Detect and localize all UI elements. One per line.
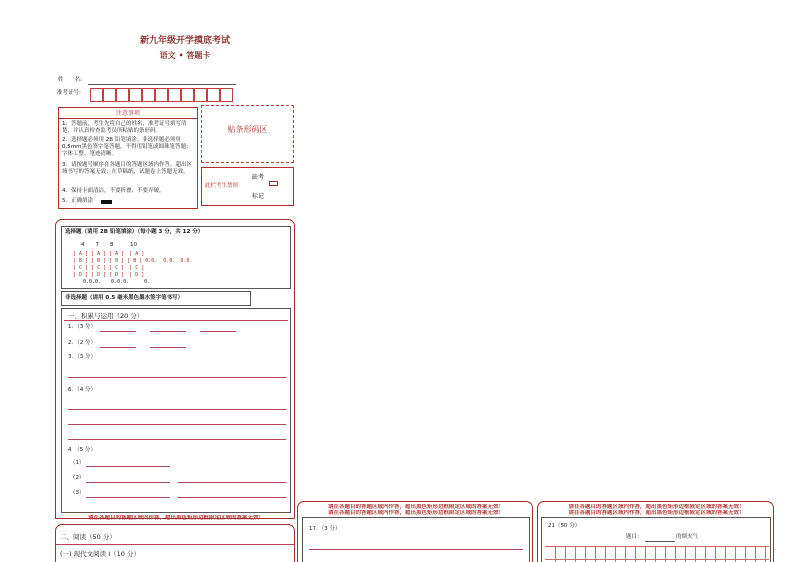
absent-checkbox[interactable] <box>269 181 278 186</box>
q4-sub1-label: （1） <box>70 460 85 466</box>
choice-section <box>61 226 291 289</box>
name-input-line[interactable] <box>88 84 236 85</box>
q1-line-1[interactable] <box>100 331 136 332</box>
notice-box <box>58 107 198 209</box>
notice-item-3: 3．请按题号顺序在各题目的答题区域内作答，超出区域书写的答案无效；在草稿纸、试题卷上答题无效。 <box>62 162 193 175</box>
notice-item-5: 5．正确填涂 <box>62 198 93 204</box>
barcode-label: 贴条形码区 <box>227 125 268 134</box>
nonchoice-title: 非选择题（请用 0.5 毫米黑色墨水签字笔书写） <box>65 295 184 301</box>
q17-box <box>302 517 530 562</box>
essay-topic-input[interactable] <box>645 541 675 542</box>
barcode-area <box>201 105 294 163</box>
essay-label: 21（50 分） <box>548 523 581 529</box>
nonchoice-header <box>61 291 251 306</box>
exam-number-label: 准考证号: <box>57 90 81 96</box>
answer-panel-2 <box>297 501 533 562</box>
filled-mark-example <box>101 200 112 204</box>
absent-mark-box <box>201 167 294 206</box>
q4-sub2-label: （2） <box>70 475 85 481</box>
q3-label: 3．（3 分） <box>68 354 96 360</box>
notice-item-1: 1．答题前，考生先将自己的姓名，准考证号填写清楚，并认真检查监考员所粘贴的条形码。 <box>62 121 187 134</box>
notice-item-4: 4．保持卡面清洁，不要折叠、不要弄破。 <box>62 188 165 194</box>
q4-label: 4 （5 分） <box>68 447 96 453</box>
choice-row-a[interactable]: [ A ] [ A ] [ A ] [ A ] <box>73 251 145 257</box>
panel3-warning-2: 请在各题目的答题区域内作答，超出黑色矩形边框限定区域的答案无效！ <box>568 510 745 516</box>
exam-title: 新九年级开学摸底考试 <box>139 36 230 46</box>
q1-line-2[interactable] <box>150 331 186 332</box>
answer-panel-1b <box>55 524 295 562</box>
choice-title: 选择题（请用 2B 铅笔填涂）（每小题 3 分，共 12 分） <box>65 229 204 235</box>
section1-title: 一、积累与运用（20 分） <box>68 312 144 320</box>
q1-label: 1．（3 分） <box>68 324 96 330</box>
q1-line-3[interactable] <box>200 331 236 332</box>
q6-label: 6．（4 分） <box>68 387 96 393</box>
exam-subtitle: 语文 • 答题卡 <box>159 51 211 60</box>
q4-sub1-line[interactable] <box>86 466 170 467</box>
q4-sub2-line-1[interactable] <box>86 482 170 483</box>
essay-topic-suffix: 的烟火气 <box>676 534 699 540</box>
panel2-warning: 请在各题目的答题区域内作答，超出黑色矩形边框限定区域的答案无效！ <box>327 504 504 510</box>
panel2-warning-2: 请在各题目的答题区域内作答，超出黑色矩形边框限定区域的答案无效！ <box>327 510 504 516</box>
absent-label-bottom: 标记 <box>252 193 265 200</box>
name-label: 姓 名: <box>58 77 82 83</box>
choice-row-e: 0.0.0. 0.0.0. 0. <box>73 279 151 285</box>
q6-line-2[interactable] <box>68 424 286 425</box>
panel1-warning: 请在各题目的答题区域内作答，超出黑色矩形边框限定区域的答案无效！ <box>87 515 264 521</box>
choice-row-c[interactable]: [ C ] [ C ] [ C ] [ C ] <box>73 265 145 271</box>
q2-line-2[interactable] <box>150 347 186 348</box>
q6-line-1[interactable] <box>68 409 286 410</box>
absent-note: 此栏考生禁填 <box>205 183 239 189</box>
panel3-warning: 请在各题目的答题区域内作答，超出黑色矩形边框限定区域的答案无效！ <box>568 504 745 510</box>
q2-label: 2．（2 分） <box>68 340 96 346</box>
choice-question-numbers: 4 7 8 10 <box>81 242 137 248</box>
exam-number-boxes[interactable] <box>90 88 238 102</box>
section2-title: 二、阅读（50 分） <box>60 533 116 541</box>
q6-line-3[interactable] <box>68 439 286 440</box>
notice-title: 注意事项 <box>59 109 197 119</box>
q17-line[interactable] <box>309 549 523 550</box>
essay-topic-prefix: 题目： <box>626 534 643 540</box>
q2-line-1[interactable] <box>100 347 136 348</box>
q4-sub3-line-1[interactable] <box>86 497 170 498</box>
essay-box <box>541 517 771 562</box>
q17-label: 17．（3 分） <box>309 526 341 532</box>
q4-sub3-label: （3） <box>70 490 85 496</box>
section2-subtitle: (一) 现代文阅读 I（10 分） <box>60 550 140 558</box>
q3-line[interactable] <box>68 377 286 378</box>
q4-sub2-line-2[interactable] <box>178 482 286 483</box>
choice-row-d[interactable]: [ D ] [ D ] [ D ] [ D ] <box>73 272 145 278</box>
answer-panel-3 <box>537 501 774 562</box>
notice-item-2: 2．选择题必须用 2B 铅笔填涂；非选择题必须用 0.5mm黑色签字笔答题，不得用铅笔或圆珠笔答题；字体工整、笔迹清晰。 <box>62 137 192 157</box>
choice-row-b[interactable]: [ B ] [ B ] [ B ] [ B ] 0.0. 0.0. 0.0. <box>73 258 193 264</box>
absent-label-top: 缺考 <box>252 174 265 181</box>
essay-grid[interactable] <box>545 546 769 562</box>
q4-sub3-line-2[interactable] <box>178 497 286 498</box>
